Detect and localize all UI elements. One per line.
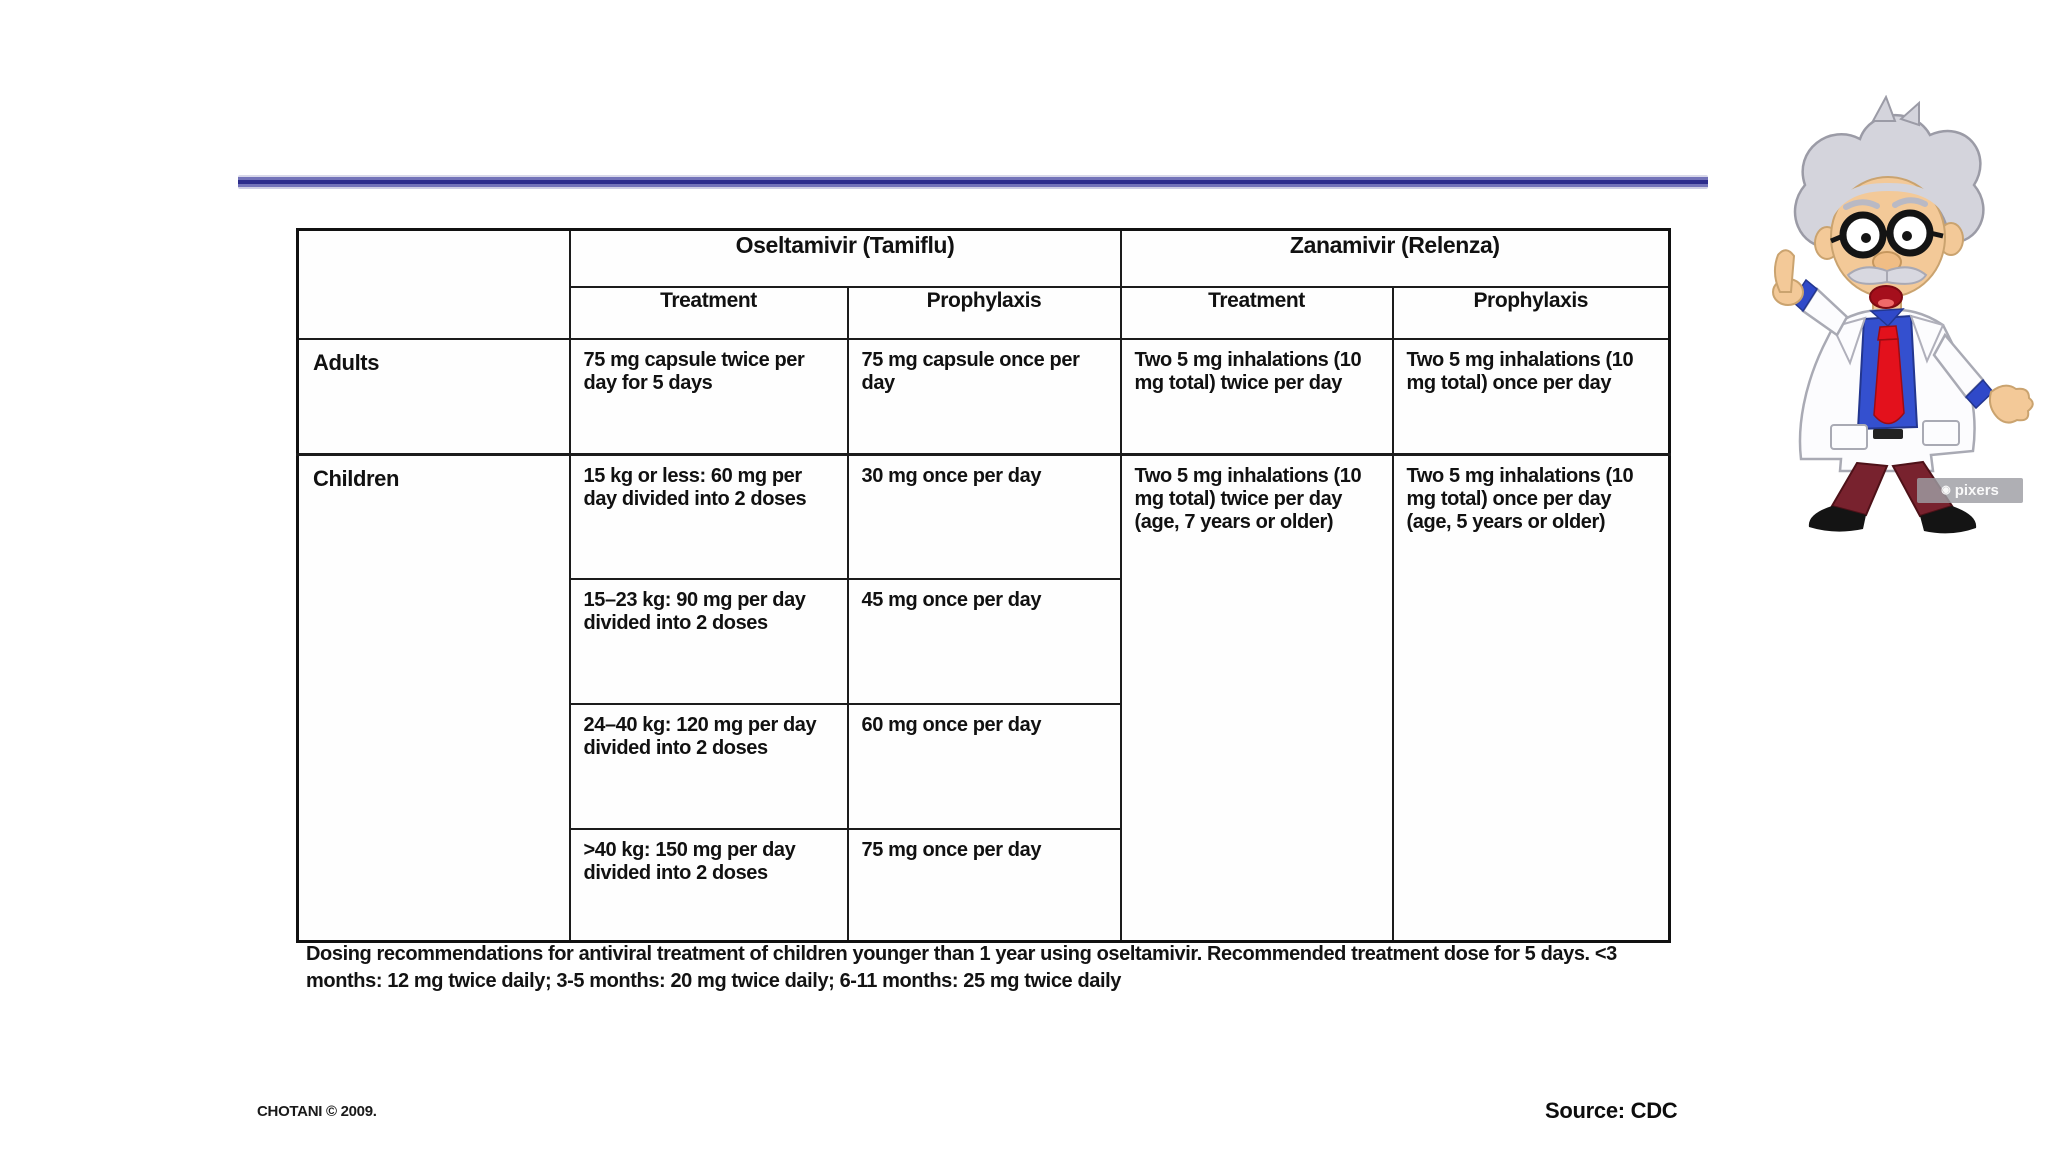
adults-oseltamivir-prophylaxis-cell: 75 mg capsule once per day (848, 339, 1121, 454)
subheader-zanamivir-treatment: Treatment (1121, 287, 1393, 339)
camera-icon: ◉ (1941, 484, 1951, 496)
doctor-hair-tuft (1873, 97, 1895, 121)
subheader-oseltamivir-treatment: Treatment (570, 287, 848, 339)
adults-zanamivir-treatment-cell: Two 5 mg inhalations (10 mg total) twice per day (1121, 339, 1393, 454)
children-band1-prophylaxis-cell: 30 mg once per day (848, 454, 1121, 579)
doctor-pocket-left (1831, 425, 1867, 449)
doctor-tie-knot (1878, 326, 1898, 340)
doctor-tie (1874, 339, 1904, 424)
antiviral-dosing-table (296, 228, 1671, 943)
children-band4-prophylaxis-cell: 75 mg once per day (848, 829, 1121, 941)
children-band3-prophylaxis-cell: 60 mg once per day (848, 704, 1121, 829)
group-header-zanamivir: Zanamivir (Relenza) (1121, 230, 1670, 288)
stock-photo-watermark (1917, 478, 2023, 503)
adults-zanamivir-prophylaxis-cell: Two 5 mg inhalations (10 mg total) once per day (1393, 339, 1670, 454)
doctor-pupil-left (1861, 233, 1871, 243)
adults-oseltamivir-treatment-cell: 75 mg capsule twice per day for 5 days (570, 339, 848, 454)
children-zanamivir-prophylaxis-cell: Two 5 mg inhalations (10 mg total) once per day (age, 5 years or older) (1393, 454, 1670, 941)
source-attribution: Source: CDC (1545, 1098, 1678, 1123)
doctor-glasses-bridge (1882, 233, 1891, 234)
watermark-label: pixers (1954, 482, 1999, 499)
subheader-zanamivir-prophylaxis: Prophylaxis (1393, 287, 1670, 339)
children-band2-prophylaxis-cell: 45 mg once per day (848, 579, 1121, 704)
group-header-oseltamivir: Oseltamivir (Tamiflu) (570, 230, 1121, 288)
doctor-pocket-right (1923, 421, 1959, 445)
subheader-oseltamivir-prophylaxis: Prophylaxis (848, 287, 1121, 339)
top-accent-rule (238, 175, 1708, 189)
doctor-pupil-right (1902, 231, 1912, 241)
author-credit: CHOTANI © 2009. (257, 1103, 377, 1120)
children-band2-treatment-cell: 15–23 kg: 90 mg per day divided into 2 doses (570, 579, 848, 704)
doctor-thumb-up (1775, 250, 1794, 292)
children-zanamivir-treatment-cell: Two 5 mg inhalations (10 mg total) twice per day (age, 7 years or older) (1121, 454, 1393, 941)
children-band4-treatment-cell: >40 kg: 150 mg per day divided into 2 doses (570, 829, 848, 941)
dosing-footnote: Dosing recommendations for antiviral treatment of children younger than 1 year using oseltamivir. Recommended treatment dose for 5 days. <3 months: 12 mg twice daily; 3-5 months: 20 mg twice daily; 6-11 months: 25 mg twice daily (306, 943, 1617, 992)
corner-cell (298, 230, 570, 340)
table-row-adults (298, 339, 1670, 454)
table-row-children-band-1 (298, 454, 1670, 579)
children-band1-treatment-cell: 15 kg or less: 60 mg per day divided into 2 doses (570, 454, 848, 579)
row-label-children: Children (298, 454, 570, 941)
doctor-tongue (1878, 299, 1894, 307)
row-label-adults: Adults (298, 339, 570, 454)
doctor-right-hand (1990, 386, 2033, 423)
doctor-belt (1873, 429, 1903, 439)
children-band3-treatment-cell: 24–40 kg: 120 mg per day divided into 2 doses (570, 704, 848, 829)
